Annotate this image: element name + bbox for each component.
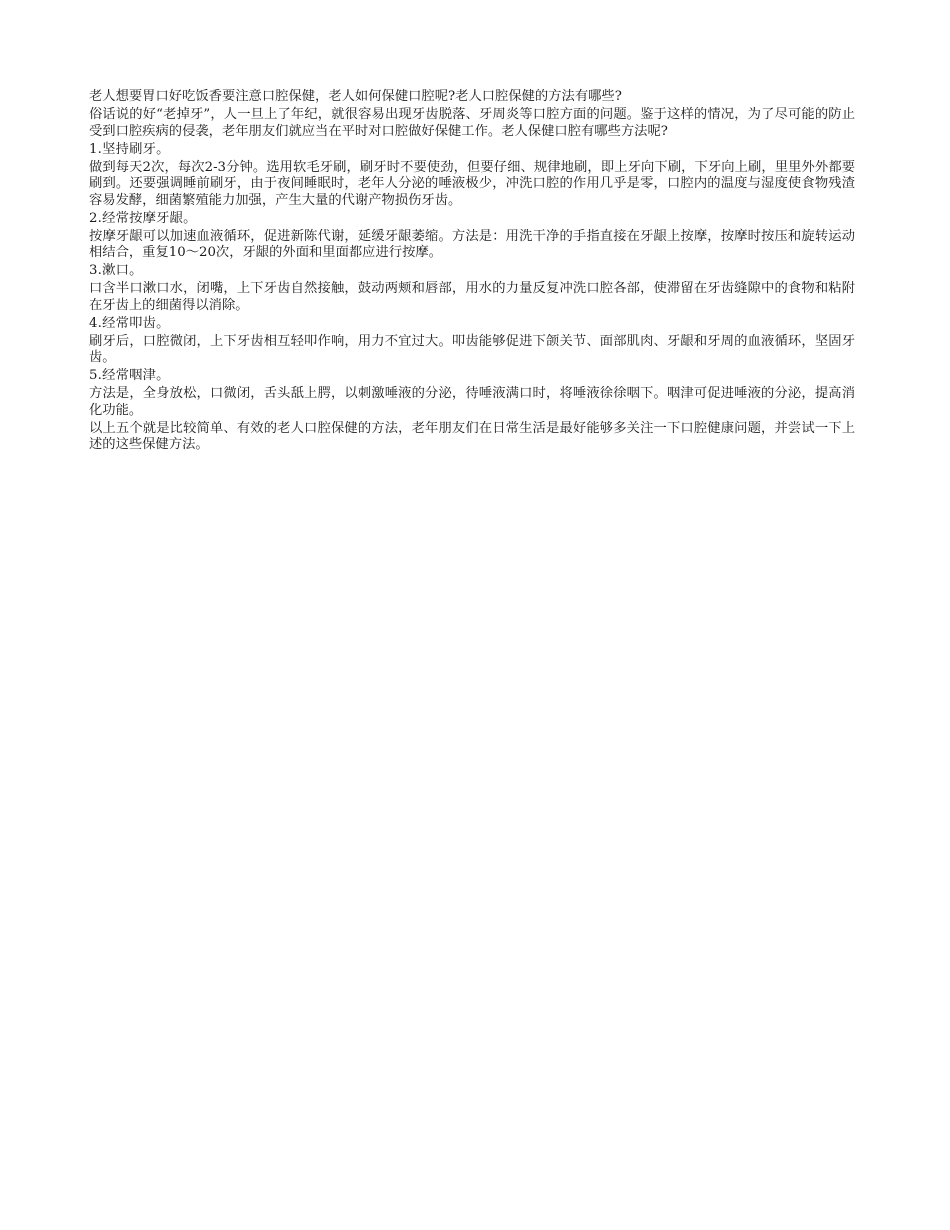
section-heading: 4.经常叩齿。	[89, 315, 170, 331]
section-body: 方法是，全身放松，口微闭，舌头舐上腭，以刺激唾液的分泌，待唾液满口时，将唾液徐徐咽下。咽津可促进唾液的分泌，提高消化功能。	[89, 386, 855, 418]
section-heading: 2.经常按摩牙龈。	[89, 210, 197, 226]
section-heading: 3.漱口。	[89, 263, 143, 278]
section-body: 口含半口漱口水，闭嘴，上下牙齿自然接触，鼓动两颊和唇部，用水的力量反复冲洗口腔各部，使滞留在牙齿缝隙中的食物和粘附在牙齿上的细菌得以消除。	[89, 281, 855, 313]
section-body: 刷牙后，口腔微闭，上下牙齿相互轻叩作响，用力不宜过大。叩齿能够促进下颌关节、面部肌肉、牙龈和牙周的血液循环，坚固牙齿。	[89, 333, 855, 365]
document-page	[89, 89, 855, 455]
section-heading: 1.坚持刷牙。	[89, 141, 170, 157]
document-title-line: 老人想要胃口好吃饭香要注意口腔保健，老人如何保健口腔呢?老人口腔保健的方法有哪些?	[89, 89, 622, 104]
section-body: 做到每天2次，每次2-3分钟。选用软毛牙刷，刷牙时不要使劲，但要仔细、规律地刷，即上牙向下刷，下牙向上刷，里里外外都要刷到。还要强调睡前刷牙，由于夜间睡眠时，老年人分泌的唾液极少，冲洗口腔的作用几乎是零，口腔内的温度与湿度使食物残渣容易发酵，细菌繁殖能力加强，产生大量的代谢产物损伤牙齿。	[89, 159, 855, 208]
intro-paragraph: 俗话说的好“老掉牙”，人一旦上了年纪，就很容易出现牙齿脱落、牙周炎等口腔方面的问题。鉴于这样的情况，为了尽可能的防止受到口腔疾病的侵袭，老年朋友们就应当在平时对口腔做好保健工作。老人保健口腔有哪些方法呢?	[89, 107, 855, 139]
section-heading: 5.经常咽津。	[89, 368, 170, 383]
section-body: 按摩牙龈可以加速血液循环，促进新陈代谢，延缓牙龈萎缩。方法是：用洗干净的手指直接在牙龈上按摩，按摩时按压和旋转运动相结合，重复10～20次，牙龈的外面和里面都应进行按摩。	[89, 228, 855, 260]
conclusion-paragraph: 以上五个就是比较简单、有效的老人口腔保健的方法，老年朋友们在日常生活是最好能够多关注一下口腔健康问题，并尝试一下上述的这些保健方法。	[89, 420, 855, 452]
